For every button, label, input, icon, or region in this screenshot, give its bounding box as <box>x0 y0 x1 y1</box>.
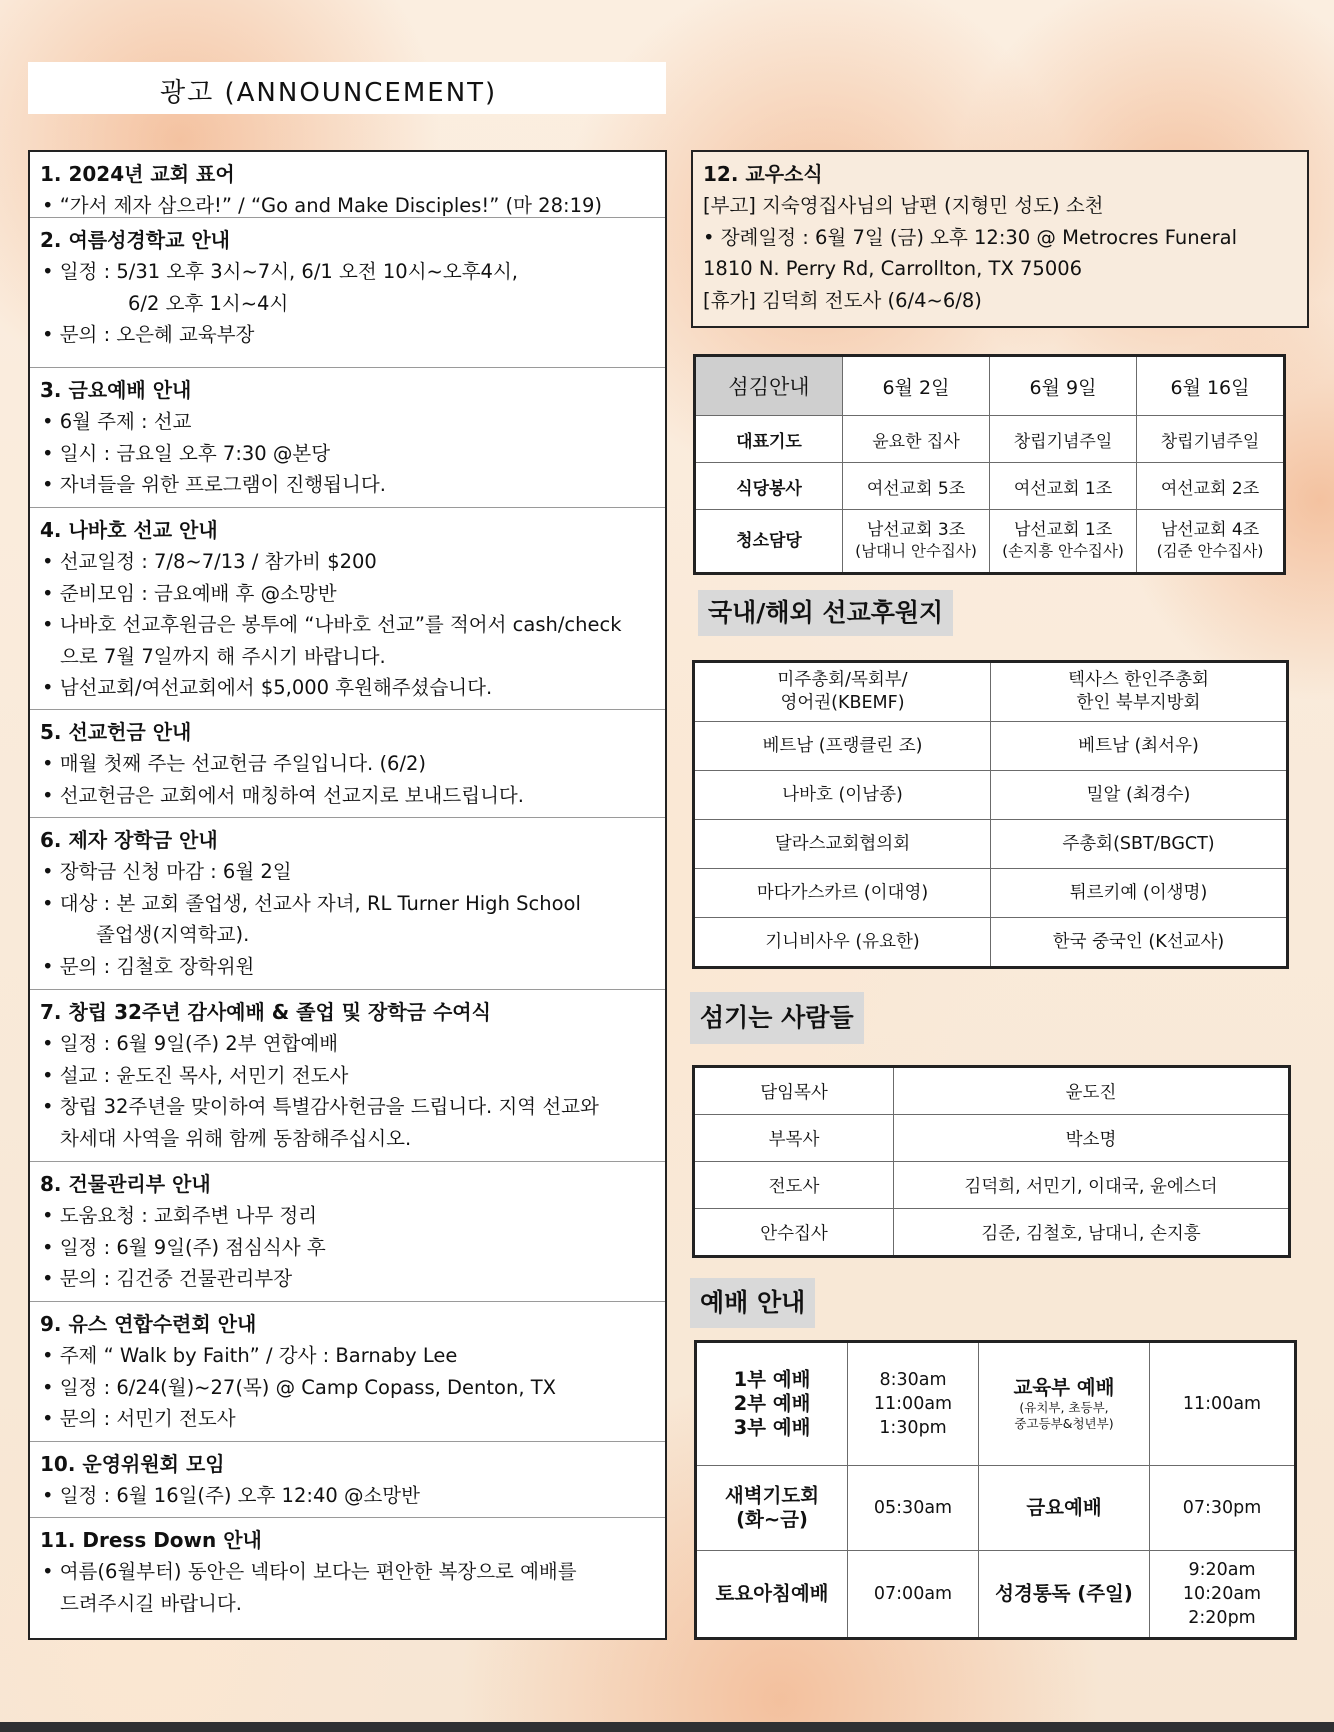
table-cell: 나바호 (이남종) <box>694 771 991 820</box>
table-row <box>694 820 1288 869</box>
announcement-line: • 남선교회/여선교회에서 $5,000 후원해주셨습니다. <box>42 676 493 699</box>
table-cell: 박소명 <box>894 1115 1290 1162</box>
row-label: 식당봉사 <box>695 463 843 510</box>
announcement-line: • 일정 : 6월 9일(주) 점심식사 후 <box>42 1235 326 1259</box>
table-row <box>696 1342 1296 1466</box>
announcement-line: • 문의 : 서민기 전도사 <box>42 1407 236 1430</box>
announcement-line: • 대상 : 본 교회 졸업생, 선교사 자녀, RL Turner High School <box>42 891 581 915</box>
announcement-line: • 일정 : 6월 16일(주) 오후 12:40 @소망반 <box>42 1484 420 1507</box>
service-time-cell: 05:30am <box>848 1466 979 1551</box>
service-time: 10:20am <box>1182 1584 1262 1604</box>
table-cell: 여선교회 1조 <box>990 463 1137 510</box>
cell-line: 미주총회/목회부/ <box>777 670 908 690</box>
announcement-item <box>30 990 665 1162</box>
table-cell <box>843 510 990 574</box>
table-cell: 마다가스카르 (이대영) <box>694 869 991 918</box>
table-row <box>694 722 1288 771</box>
table-cell <box>991 662 1288 722</box>
service-name: 교육부 예배 <box>1013 1376 1115 1399</box>
service-name-cell <box>696 1466 848 1551</box>
announcement-item <box>30 818 665 990</box>
service-note: (유치부, 초등부, <box>1019 1400 1109 1415</box>
announcement-line: • 도움요청 : 교회주변 나무 정리 <box>42 1204 318 1227</box>
service-time: 11:00am <box>873 1394 953 1414</box>
service-name: (화~금) <box>736 1508 808 1531</box>
table-row <box>694 918 1288 968</box>
service-time-cell <box>1150 1551 1296 1639</box>
announcement-heading: 4. 나바호 선교 안내 <box>40 518 218 542</box>
announcement-line: • 일시 : 금요일 오후 7:30 @본당 <box>42 441 331 465</box>
table-row <box>694 662 1288 722</box>
announcement-item <box>30 1302 665 1442</box>
service-name-cell: 성경통독 (주일) <box>979 1551 1150 1639</box>
table-row <box>694 1067 1290 1115</box>
announcement-line: • 6월 주제 : 선교 <box>42 410 192 433</box>
table-header-row <box>695 356 1285 416</box>
row-label: 부목사 <box>694 1115 894 1162</box>
people-section-title: 섬기는 사람들 <box>690 992 864 1044</box>
missions-table <box>692 660 1289 969</box>
table-cell <box>694 662 991 722</box>
table-cell: 윤도진 <box>894 1067 1290 1115</box>
row-label: 대표기도 <box>695 416 843 463</box>
service-name: 2부 예배 <box>733 1392 811 1415</box>
announcement-line: • 선교헌금은 교회에서 매칭하여 선교지로 보내드립니다. <box>42 783 524 807</box>
announcement-item <box>30 368 665 508</box>
announcement-line: • 매월 첫째 주는 선교헌금 주일입니다. (6/2) <box>42 752 427 775</box>
table-cell: 달라스교회협의회 <box>694 820 991 869</box>
announcement-heading: 7. 창립 32주년 감사예배 & 졸업 및 장학금 수여식 <box>40 1000 491 1024</box>
announcement-line: • 일정 : 6월 9일(주) 2부 연합예배 <box>42 1032 339 1055</box>
announcement-item <box>30 1518 665 1638</box>
announcement-line: • 주제 “ Walk by Faith” / 강사 : Barnaby Lee <box>42 1344 458 1367</box>
cell-subline: (손지흥 안수집사) <box>1002 542 1124 560</box>
service-name-cell <box>979 1342 1150 1466</box>
announcement-line: 차세대 사역을 위해 함께 동참해주십시오. <box>60 1126 412 1150</box>
table-row <box>695 463 1285 510</box>
cell-line: 한인 북부지방회 <box>1076 693 1201 713</box>
row-label: 전도사 <box>694 1162 894 1209</box>
announcement-line: 졸업생(지역학교). <box>96 923 250 946</box>
member-news-line: 1810 N. Perry Rd, Carrollton, TX 75006 <box>703 257 1083 280</box>
worship-section-title: 예배 안내 <box>690 1278 815 1328</box>
announcement-line: • 자녀들을 위한 프로그램이 진행됩니다. <box>42 473 386 496</box>
table-header-cell: 6월 16일 <box>1137 356 1285 416</box>
cell-subline: (남대니 안수집사) <box>855 542 977 560</box>
table-header-cell: 6월 2일 <box>843 356 990 416</box>
table-cell: 창립기념주일 <box>990 416 1137 463</box>
table-cell: 주총회(SBT/BGCT) <box>991 820 1288 869</box>
announcement-line: • 창립 32주년을 맞이하여 특별감사헌금을 드립니다. 지역 선교와 <box>42 1095 599 1118</box>
table-cell: 창립기념주일 <box>1137 416 1285 463</box>
table-cell: 윤요한 집사 <box>843 416 990 463</box>
member-news-line: • 장례일정 : 6월 7일 (금) 오후 12:30 @ Metrocres Funeral <box>703 225 1238 249</box>
cell-line: 영어권(KBEMF) <box>780 693 905 713</box>
announcement-line: • 문의 : 김철호 장학위원 <box>42 954 255 978</box>
announcement-line: 6/2 오후 1시~4시 <box>128 291 289 315</box>
announcement-item <box>30 710 665 818</box>
table-header-cell: 섬김안내 <box>695 356 843 416</box>
table-cell: 밀알 (최경수) <box>991 771 1288 820</box>
cell-line: 남선교회 1조 <box>1013 520 1113 540</box>
announcement-line: • 여름(6월부터) 동안은 넥타이 보다는 편안한 복장으로 예배를 <box>42 1560 577 1583</box>
service-note: 중고등부&청년부) <box>1014 1416 1114 1431</box>
member-news-heading: 12. 교우소식 <box>703 162 823 186</box>
service-name-cell: 금요예배 <box>979 1466 1150 1551</box>
announcement-line: 드려주시길 바랍니다. <box>60 1591 242 1615</box>
announcement-heading: 6. 제자 장학금 안내 <box>40 828 218 852</box>
member-news-line: [부고] 지숙영집사님의 남편 (지형민 성도) 소천 <box>703 194 1104 217</box>
page-title: 광고 (ANNOUNCEMENT) <box>160 78 498 108</box>
row-label: 담임목사 <box>694 1067 894 1115</box>
announcement-heading: 9. 유스 연합수련회 안내 <box>40 1312 257 1336</box>
announcement-line: 으로 7월 7일까지 해 주시기 바랍니다. <box>60 644 386 668</box>
cell-line: 남선교회 4조 <box>1160 520 1260 540</box>
service-name-cell: 토요아침예배 <box>696 1551 848 1639</box>
service-time: 8:30am <box>879 1370 947 1390</box>
announcement-line: • 선교일정 : 7/8~7/13 / 참가비 $200 <box>42 550 377 573</box>
announcement-item <box>30 218 665 368</box>
table-cell: 튀르키예 (이생명) <box>991 869 1288 918</box>
announcement-line: • 문의 : 김건중 건물관리부장 <box>42 1267 293 1290</box>
row-label: 안수집사 <box>694 1209 894 1257</box>
announcement-line: • 일정 : 6/24(월)~27(목) @ Camp Copass, Denton, TX <box>42 1375 556 1399</box>
table-cell: 기니비사우 (유요한) <box>694 918 991 968</box>
announcement-item <box>30 1162 665 1302</box>
service-time-cell: 07:30pm <box>1150 1466 1296 1551</box>
member-news-line: [휴가] 김덕희 전도사 (6/4~6/8) <box>703 288 982 312</box>
service-time: 2:20pm <box>1188 1608 1256 1628</box>
service-name: 3부 예배 <box>733 1416 811 1439</box>
announcement-line: • 문의 : 오은혜 교육부장 <box>42 323 255 346</box>
cell-subline: (김준 안수집사) <box>1156 542 1264 560</box>
announcement-line: • 일정 : 5/31 오후 3시~7시, 6/1 오전 10시~오후4시, <box>42 260 518 283</box>
table-cell: 한국 중국인 (K선교사) <box>991 918 1288 968</box>
table-row <box>695 510 1285 574</box>
service-time: 1:30pm <box>879 1418 947 1438</box>
service-time: 9:20am <box>1188 1560 1256 1580</box>
announcement-line: • 장학금 신청 마감 : 6월 2일 <box>42 860 292 883</box>
announcement-heading: 3. 금요예배 안내 <box>40 378 192 402</box>
announcement-heading: 8. 건물관리부 안내 <box>40 1172 211 1196</box>
announcement-heading: 5. 선교헌금 안내 <box>40 720 192 744</box>
table-cell <box>990 510 1137 574</box>
service-time-cell: 11:00am <box>1150 1342 1296 1466</box>
table-cell: 베트남 (최서우) <box>991 722 1288 771</box>
cell-line: 텍사스 한인주총회 <box>1068 670 1209 690</box>
table-row <box>695 416 1285 463</box>
announcement-heading: 11. Dress Down 안내 <box>40 1528 262 1552</box>
service-name-cell <box>696 1342 848 1466</box>
announcement-heading: 10. 운영위원회 모임 <box>40 1452 225 1476</box>
announcement-line: • 준비모임 : 금요예배 후 @소망반 <box>42 581 337 605</box>
table-cell: 김덕희, 서민기, 이대국, 윤에스더 <box>894 1162 1290 1209</box>
table-cell: 베트남 (프랭클린 조) <box>694 722 991 771</box>
service-time-cell: 07:00am <box>848 1551 979 1639</box>
table-header-cell: 6월 9일 <box>990 356 1137 416</box>
staff-table <box>692 1065 1291 1258</box>
service-time-cell <box>848 1342 979 1466</box>
table-row <box>694 1209 1290 1257</box>
cell-line: 남선교회 3조 <box>866 520 966 540</box>
service-name: 새벽기도회 <box>724 1484 820 1507</box>
service-name: 1부 예배 <box>733 1368 811 1391</box>
table-row <box>696 1551 1296 1639</box>
table-cell: 여선교회 5조 <box>843 463 990 510</box>
table-row <box>696 1466 1296 1551</box>
announcement-heading: 2. 여름성경학교 안내 <box>40 228 230 252</box>
worship-schedule-table <box>694 1340 1297 1640</box>
table-row <box>694 1162 1290 1209</box>
missions-section-title: 국내/해외 선교후원지 <box>698 590 953 636</box>
table-row <box>694 771 1288 820</box>
announcement-line: • 나바호 선교후원금은 봉투에 “나바호 선교”를 적어서 cash/check <box>42 613 622 636</box>
announcement-item <box>30 1442 665 1518</box>
announcement-item <box>30 152 665 218</box>
member-news-box <box>691 150 1309 328</box>
table-cell: 여선교회 2조 <box>1137 463 1285 510</box>
table-row <box>694 869 1288 918</box>
announcement-list <box>28 150 667 1640</box>
announcement-line: • “가서 제자 삼으라!” / “Go and Make Disciples!” (마 28:19) <box>42 194 602 217</box>
table-row <box>694 1115 1290 1162</box>
announcement-line: • 설교 : 윤도진 목사, 서민기 전도사 <box>42 1063 349 1087</box>
announcement-heading: 1. 2024년 교회 표어 <box>40 162 235 186</box>
table-cell <box>1137 510 1285 574</box>
page-title-box <box>28 62 666 114</box>
row-label: 청소담당 <box>695 510 843 574</box>
announcement-item <box>30 508 665 710</box>
table-cell: 김준, 김철호, 남대니, 손지흥 <box>894 1209 1290 1257</box>
service-schedule-table <box>693 354 1286 575</box>
